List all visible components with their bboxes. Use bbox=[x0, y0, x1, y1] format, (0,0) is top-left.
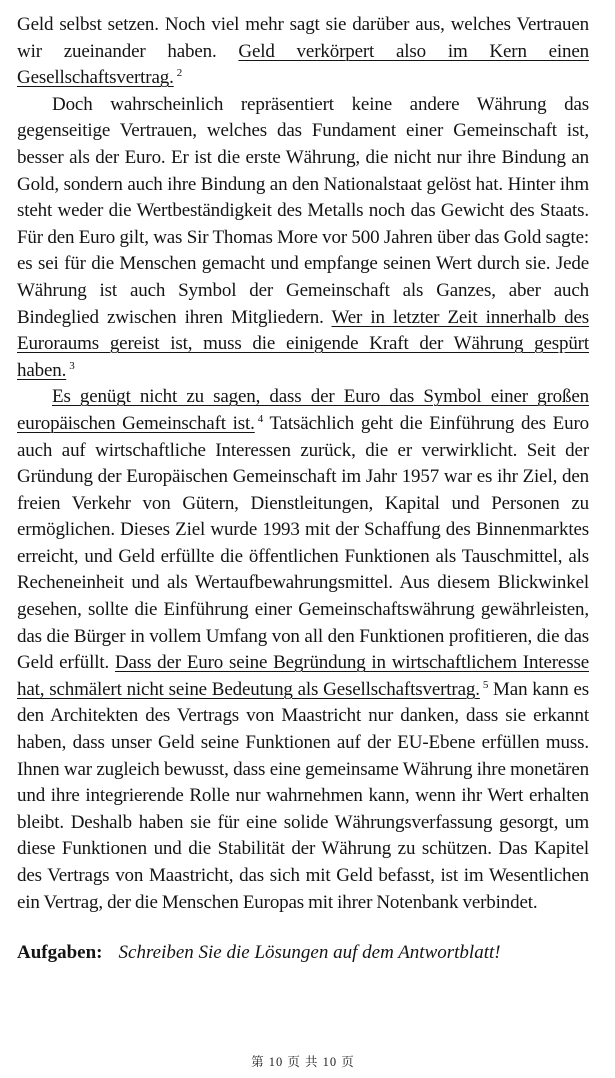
paragraph bbox=[17, 384, 589, 916]
underlined-sentence: Es genügt nicht zu sagen, dass der Euro das Symbol einer großen europäischen Gemeinschaft ist. bbox=[17, 386, 589, 434]
task-instruction: Schreiben Sie die Lösungen auf dem Antwortblatt! bbox=[118, 942, 501, 964]
document-body bbox=[17, 12, 589, 916]
text-run: Tatsächlich geht die Einführung des Euro auch auf wirtschaftliche Interessen zurück, die er verwirklicht. Seit der Gründung der Europäischen Gemeinschaft im Jahr 1957 war es ihr Ziel, den freien Verkehr von Gütern, Dienstleitungen, Kapital und Personen zu ermöglichen. Dieses Ziel wurde 1993 mit der Schaffung des Binnenmarktes erreicht, und Geld erfüllte die öffentlichen Funktionen als Tauschmittel, als Recheneinheit und als Wertaufbewahrungsmittel. Aus diesem Blickwinkel gesehen, sollte die Einführung einer Gemeinschaftswährung gewährleisten, das die Bürger in vollem Umfang von all den Funktionen profitieren, die das Geld erfüllt. bbox=[17, 412, 589, 674]
footnote-marker: 4 bbox=[257, 412, 264, 425]
text-run: Doch wahrscheinlich repräsentiert keine andere Währung das gegenseitige Vertrauen, welches das Fundament einer Gemeinschaft ist, besser als der Euro. Er ist die erste Währung, die nicht nur ihre Bindung an Gold, sondern auch ihre Bindung an den Nationalstaat gelöst hat. Hinter ihm steht weder die Wertbeständigkeit des Metalls noch das Gewicht des Staats. Für den Euro gilt, was Sir Thomas More vor 500 Jahren über das Gold sagte: es sei für die Menschen gemacht und empfange seinen Wert durch sie. Jede Währung ist auch Symbol der Gemeinschaft als Ganzes, aber auch Bindeglied zwischen ihren Mitgliedern. bbox=[17, 93, 589, 328]
page-number-footer: 第 10 页 共 10 页 bbox=[251, 1055, 355, 1070]
footnote-marker: 2 bbox=[176, 67, 183, 80]
footnote-marker: 3 bbox=[69, 359, 75, 372]
text-run: Man kann es den Architekten des Vertrags von Maastricht nur danken, dass sie erkannt haben, dass unser Geld seine Funktionen auf der EU-Ebene erfüllen muss. Ihnen war zugleich bewusst, dass eine gemeinsame Währung ihre monetären und ihre integrierende Rolle nur wahrnehmen kann, wenn ihr Wert erhalten bleibt. Deshalb haben sie für eine solide Währungsverfassung gesorgt, um diese Funktionen und die Stabilität der Währung zu schützen. Das Kapitel des Vertrags von Maastricht, das sich mit Geld befasst, ist im Wesentlichen ein Vertrag, der die Menschen Europas mit ihrer Notenbank verbindet. bbox=[17, 678, 589, 913]
underlined-sentence: Dass der Euro seine Begründung in wirtschaftlichem Interesse hat, schmälert nicht seine Bedeutung als Gesellschaftsvertrag. bbox=[17, 652, 589, 700]
underlined-sentence: Wer in letzter Zeit innerhalb des Euroraums gereist ist, muss die einigende Kraft der Währung gespürt haben. bbox=[17, 306, 590, 381]
text-run: Geld selbst setzen. Noch viel mehr sagt sie darüber aus, welches Vertrauen wir zueinander haben. bbox=[17, 14, 589, 62]
paragraph bbox=[17, 12, 589, 92]
underlined-sentence: Geld verkörpert also im Kern einen Gesellschaftsvertrag. bbox=[17, 40, 590, 89]
footnote-marker: 5 bbox=[482, 678, 489, 691]
paragraph bbox=[17, 92, 589, 385]
task-section bbox=[17, 940, 589, 966]
task-label: Aufgaben: bbox=[17, 942, 103, 964]
